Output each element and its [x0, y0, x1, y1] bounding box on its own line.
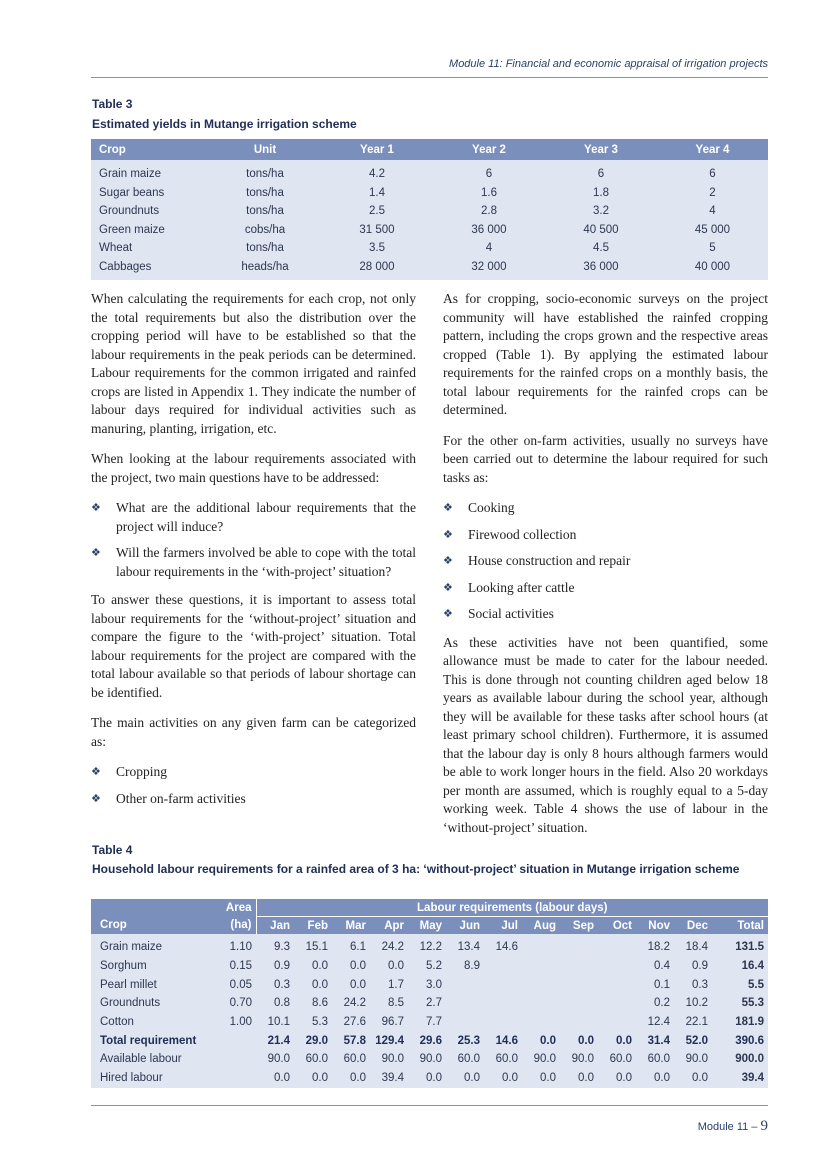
- table-row: [91, 1031, 768, 1050]
- table-cell: 129.4: [375, 1034, 404, 1047]
- table-cell: 2.8: [481, 205, 497, 218]
- table-cell: 0.0: [350, 1072, 366, 1085]
- table-row: [91, 957, 768, 976]
- table-cell: 5.3: [312, 1016, 328, 1029]
- diamond-bullet-icon: ❖: [443, 581, 453, 594]
- question-list: [91, 499, 416, 581]
- table-cell: [598, 1013, 636, 1032]
- table-cell: 0.0: [692, 1072, 708, 1085]
- table-cell: 90.0: [267, 1053, 290, 1066]
- table-cell: 0.0: [312, 978, 328, 991]
- table-cell: 4.2: [369, 168, 385, 181]
- table-cell: Sugar beans: [99, 186, 165, 199]
- paragraph: As for cropping, socio-economic surveys on the project community will have established the rainfed cropping pattern, including the crops grown and the respective areas cropped (Table 1). By applying the estimated labour requirements for the rainfed crops on a monthly basis, the total labour requirements for the rainfed crops can be determined.: [443, 291, 768, 417]
- table-cell: 4: [485, 242, 493, 255]
- list-item: ❖ What are the additional labour requirements that the project will induce?: [91, 500, 416, 534]
- table-cell: [446, 975, 484, 994]
- table3-col-crop: Crop: [99, 143, 126, 156]
- table-cell: Sorghum: [100, 960, 147, 973]
- table-cell: [484, 975, 522, 994]
- paragraph: When looking at the labour requirements associated with the project, two main questions have to be addressed:: [91, 451, 416, 485]
- table-cell: 39.4: [741, 1072, 764, 1085]
- table-cell: [598, 975, 636, 994]
- table4-col-month: Sep: [572, 919, 594, 932]
- table-cell: 22.1: [685, 1016, 708, 1029]
- table-cell: [560, 957, 598, 976]
- table3-col-year3: Year 3: [584, 143, 618, 156]
- table-cell: 0.0: [616, 1034, 632, 1047]
- table-cell: Cotton: [100, 1016, 134, 1029]
- table-row: [91, 258, 768, 281]
- table-cell: 6.1: [350, 941, 366, 954]
- table-cell: 1.4: [369, 186, 385, 199]
- table-cell: 60.0: [647, 1053, 670, 1066]
- table-cell: 4.5: [593, 242, 609, 255]
- table4-col-month: Jul: [501, 919, 518, 932]
- table-cell: [598, 934, 636, 957]
- table-cell: 52.0: [685, 1034, 708, 1047]
- table-cell: 6: [709, 168, 716, 181]
- page-footer: [91, 1118, 768, 1135]
- table-cell: 5.2: [426, 960, 442, 973]
- left-column: [91, 290, 416, 818]
- table-cell: 96.7: [381, 1016, 404, 1029]
- table-cell: 40 500: [583, 223, 619, 236]
- table-cell: 3.5: [369, 242, 385, 255]
- table-cell: Wheat: [99, 242, 133, 255]
- table-cell: 0.8: [274, 997, 290, 1010]
- table-cell: Grain maize: [99, 168, 161, 181]
- table-cell: 5.5: [748, 978, 764, 991]
- table-cell: 0.0: [312, 1072, 328, 1085]
- table-cell: 6: [485, 168, 493, 181]
- table-cell: 18.4: [685, 941, 708, 954]
- right-column: [443, 290, 768, 849]
- table-cell: 14.6: [495, 1034, 518, 1047]
- table-cell: [446, 1013, 484, 1032]
- table-cell: 0.0: [502, 1072, 518, 1085]
- diamond-bullet-icon: ❖: [443, 555, 453, 567]
- table-cell: 10.1: [267, 1016, 290, 1029]
- table-cell: 1.8: [593, 186, 609, 199]
- table-cell: 45 000: [694, 223, 731, 236]
- footer-rule: [91, 1105, 768, 1106]
- table-cell: 8.5: [388, 997, 404, 1010]
- table3-col-year1: Year 1: [360, 143, 394, 156]
- table-cell: 0.1: [654, 978, 670, 991]
- table-cell: 29.6: [419, 1034, 442, 1047]
- table-cell: [598, 994, 636, 1013]
- table-cell: 24.2: [343, 997, 366, 1010]
- table-cell: 0.0: [426, 1072, 442, 1085]
- table-cell: 60.0: [609, 1053, 632, 1066]
- table-cell: 3.2: [593, 205, 609, 218]
- table-row: [91, 1013, 768, 1032]
- table-cell: 57.8: [343, 1034, 366, 1047]
- table-cell: 0.0: [464, 1072, 480, 1085]
- table-cell: [522, 934, 560, 957]
- table-row: [91, 1050, 768, 1069]
- table-cell: 1.7: [388, 978, 404, 991]
- table-cell: 0.0: [388, 960, 404, 973]
- table-cell: 29.0: [305, 1034, 328, 1047]
- table-cell: 90.0: [381, 1053, 404, 1066]
- table-cell: 0.05: [229, 978, 252, 991]
- table-cell: [560, 1013, 598, 1032]
- diamond-bullet-icon: ❖: [443, 608, 453, 620]
- table4-col-month: Dec: [686, 919, 708, 932]
- paragraph: As these activities have not been quantified, some allowance must be made to cater for the labour needed. This is done through not counting children aged below 18 years as available labour during the school year, although they will be available for these tasks after school hours (at least primary school children). Furthermore, it is assumed that the labour day is only 8 hours although farmers would be able to work longer hours in the field. Also 20 workdays per month are assumed, which is roughly equal to a 5-day working week. Table 4 shows the use of labour in the ‘without-project’ situation.: [443, 634, 768, 835]
- table-cell: 90.0: [533, 1053, 556, 1066]
- table-cell: 0.9: [274, 960, 290, 973]
- diamond-bullet-icon: ❖: [443, 502, 453, 514]
- table-cell: 7.7: [426, 1016, 442, 1029]
- table-cell: tons/ha: [246, 242, 284, 255]
- table-cell: 8.6: [312, 997, 328, 1010]
- table4-col-month: Aug: [533, 919, 556, 932]
- table-cell: 0.0: [540, 1034, 556, 1047]
- paragraph: The main activities on any given farm can be categorized as:: [91, 715, 416, 749]
- list-item: ❖ Looking after cattle: [443, 579, 768, 598]
- table-cell: Green maize: [99, 223, 165, 236]
- task-list: [443, 499, 768, 624]
- table4-col-month: Apr: [384, 919, 404, 932]
- running-header: Module 11: Financial and economic appraisal of irrigation projects: [449, 58, 768, 70]
- list-item: ❖ Will the farmers involved be able to cope with the total labour requirements in the ‘with-project’ situation?: [91, 545, 416, 579]
- table-cell: 0.0: [616, 1072, 632, 1085]
- table-cell: tons/ha: [246, 186, 284, 199]
- table-cell: 60.0: [495, 1053, 518, 1066]
- table-cell: [484, 1013, 522, 1032]
- table-cell: tons/ha: [246, 205, 284, 218]
- diamond-bullet-icon: ❖: [91, 792, 101, 805]
- table-cell: 2.7: [426, 997, 442, 1010]
- table-cell: [484, 994, 522, 1013]
- table-cell: Total requirement: [100, 1034, 197, 1047]
- table-row: [91, 160, 768, 184]
- table-cell: 0.0: [350, 960, 366, 973]
- table-cell: 90.0: [571, 1053, 594, 1066]
- table-cell: 6: [597, 168, 605, 181]
- table-cell: 10.2: [685, 997, 708, 1010]
- paragraph: To answer these questions, it is important to assess total labour requirements for the ‘without-project’ situation and compare the figure to the ‘with-project’ situation. Total labour requirements for the project are compared with the total labour available so that periods of labour shortage can be identified.: [91, 592, 416, 700]
- table-cell: 0.9: [692, 960, 708, 973]
- table-cell: 12.2: [419, 941, 442, 954]
- table3: [91, 139, 768, 280]
- table-cell: [203, 1050, 256, 1069]
- table-cell: cobs/ha: [244, 223, 286, 236]
- table-cell: 0.0: [654, 1072, 670, 1085]
- table-cell: [522, 975, 560, 994]
- table4-label: Table 4: [92, 843, 133, 857]
- table3-caption: Estimated yields in Mutange irrigation scheme: [92, 117, 357, 131]
- table4-col-month: Feb: [307, 919, 328, 932]
- table-cell: 39.4: [381, 1072, 404, 1085]
- table-cell: [203, 1031, 256, 1050]
- table-cell: 390.6: [735, 1034, 764, 1047]
- table-cell: 36 000: [471, 223, 507, 236]
- diamond-bullet-icon: ❖: [91, 502, 101, 514]
- table-row: [91, 239, 768, 258]
- table-cell: 5: [709, 242, 716, 255]
- table-cell: 0.70: [229, 997, 252, 1010]
- list-item: ❖ Cooking: [443, 499, 768, 518]
- footer-module: Module 11 –: [697, 1121, 761, 1133]
- table4-col-crop: Crop: [100, 919, 127, 932]
- table-cell: 900.0: [735, 1053, 764, 1066]
- table-cell: 60.0: [305, 1053, 328, 1066]
- table-row: [91, 184, 768, 203]
- table-cell: 12.4: [647, 1016, 670, 1029]
- table-cell: 16.4: [741, 960, 764, 973]
- table-cell: 18.2: [647, 941, 670, 954]
- diamond-bullet-icon: ❖: [91, 766, 101, 778]
- table4-col-group: Labour requirements (labour days): [256, 899, 768, 917]
- table-cell: 131.5: [735, 941, 764, 954]
- table-cell: Groundnuts: [100, 997, 161, 1010]
- table4-col-month: Nov: [648, 919, 670, 932]
- table-cell: 55.3: [741, 997, 764, 1010]
- table-cell: 31.4: [647, 1034, 670, 1047]
- table3-label: Table 3: [92, 97, 133, 111]
- list-item: ❖ Cropping: [91, 763, 416, 782]
- table-cell: Cabbages: [99, 260, 152, 273]
- list-item: ❖ Other on-farm activities: [91, 790, 416, 809]
- table-cell: 2.5: [369, 205, 385, 218]
- table-cell: Grain maize: [100, 941, 162, 954]
- table3-col-year2: Year 2: [472, 143, 506, 156]
- table-cell: 0.3: [692, 978, 708, 991]
- table-cell: 24.2: [381, 941, 404, 954]
- table-row: [91, 975, 768, 994]
- table-cell: Available labour: [100, 1053, 182, 1066]
- header-rule: [91, 77, 768, 78]
- table-cell: 1.6: [481, 186, 497, 199]
- table4-header-row-2: [91, 917, 768, 935]
- table4-col-month: Jun: [459, 919, 480, 932]
- table-cell: [560, 934, 598, 957]
- table-cell: 21.4: [267, 1034, 290, 1047]
- list-item: ❖ Social activities: [443, 605, 768, 624]
- table-cell: 60.0: [457, 1053, 480, 1066]
- table4-col-month: May: [419, 919, 442, 932]
- table-cell: heads/ha: [241, 260, 289, 273]
- table-cell: 40 000: [694, 260, 731, 273]
- table-cell: 13.4: [457, 941, 480, 954]
- table-row: [91, 202, 768, 221]
- table-cell: 3.0: [426, 978, 442, 991]
- table-cell: 2: [709, 186, 716, 199]
- table4: [91, 899, 768, 1088]
- table-cell: 0.0: [274, 1072, 290, 1085]
- table4-col-area: Area: [225, 901, 252, 914]
- table3-col-unit: Unit: [253, 143, 277, 156]
- diamond-bullet-icon: ❖: [91, 547, 101, 559]
- table-cell: 0.0: [350, 978, 366, 991]
- table3-col-year4: Year 4: [695, 143, 730, 156]
- table-cell: [522, 1013, 560, 1032]
- table4-col-month: Oct: [612, 919, 632, 932]
- page-number: 9: [760, 1118, 768, 1134]
- table-row: [91, 1069, 768, 1088]
- table4-col-area-unit: (ha): [230, 919, 252, 932]
- table-cell: 31 500: [359, 223, 395, 236]
- table-row: [91, 934, 768, 957]
- table-cell: 1.10: [229, 941, 252, 954]
- table-cell: 14.6: [495, 941, 518, 954]
- table3-header-row: [91, 139, 768, 160]
- diamond-bullet-icon: ❖: [443, 528, 453, 541]
- table-cell: 0.0: [578, 1034, 594, 1047]
- table4-caption: Household labour requirements for a rainfed area of 3 ha: ‘without-project’ situation in Mutange irrigation scheme: [92, 862, 740, 876]
- table4-header-row-1: [91, 899, 768, 917]
- table-cell: 9.3: [274, 941, 290, 954]
- table-cell: 36 000: [583, 260, 619, 273]
- table-cell: 4: [709, 205, 716, 218]
- table-cell: tons/ha: [246, 168, 284, 181]
- table-cell: 8.9: [464, 960, 480, 973]
- table-cell: [446, 994, 484, 1013]
- table-cell: 0.4: [654, 960, 670, 973]
- table-cell: 27.6: [343, 1016, 366, 1029]
- table-cell: Groundnuts: [99, 205, 160, 218]
- table-cell: [522, 994, 560, 1013]
- table-cell: [560, 975, 598, 994]
- table-cell: 181.9: [735, 1016, 764, 1029]
- table-row: [91, 994, 768, 1013]
- table-cell: [203, 1069, 256, 1088]
- paragraph: For the other on-farm activities, usually no surveys have been carried out to determine the labour required for such tasks as:: [443, 432, 768, 485]
- table4-col-month: Total: [737, 919, 764, 932]
- list-item: ❖ Firewood collection: [443, 526, 768, 545]
- table-cell: [484, 957, 522, 976]
- table-row: [91, 221, 768, 240]
- table-cell: 0.3: [274, 978, 290, 991]
- table-cell: 25.3: [457, 1034, 480, 1047]
- table-cell: 28 000: [359, 260, 395, 273]
- table-cell: 0.15: [229, 960, 252, 973]
- list-item: ❖ House construction and repair: [443, 552, 768, 571]
- table-cell: [560, 994, 598, 1013]
- table-cell: 90.0: [685, 1053, 708, 1066]
- table-cell: 0.2: [654, 997, 670, 1010]
- table-cell: 60.0: [343, 1053, 366, 1066]
- table-cell: 0.0: [540, 1072, 556, 1085]
- table-cell: 90.0: [419, 1053, 442, 1066]
- activity-list: [91, 763, 416, 808]
- table-cell: 1.00: [229, 1016, 252, 1029]
- table-cell: [598, 957, 636, 976]
- table4-col-month: Jan: [256, 917, 294, 935]
- table4-col-month: Mar: [345, 919, 366, 932]
- table-cell: 15.1: [305, 941, 328, 954]
- table-cell: 32 000: [471, 260, 507, 273]
- table-cell: 0.0: [312, 960, 328, 973]
- table-cell: Pearl millet: [100, 978, 157, 991]
- paragraph: When calculating the requirements for each crop, not only the total requirements but also the distribution over the cropping period will have to be established so that the labour requirements in the peak periods can be determined. Labour requirements for the common irrigated and rainfed crops are listed in Appendix 1. They indicate the number of labour days required for individual activities such as manuring, planting, irrigation, etc.: [91, 291, 416, 436]
- table-cell: Hired labour: [100, 1072, 163, 1085]
- table-cell: 0.0: [578, 1072, 594, 1085]
- table-cell: [522, 957, 560, 976]
